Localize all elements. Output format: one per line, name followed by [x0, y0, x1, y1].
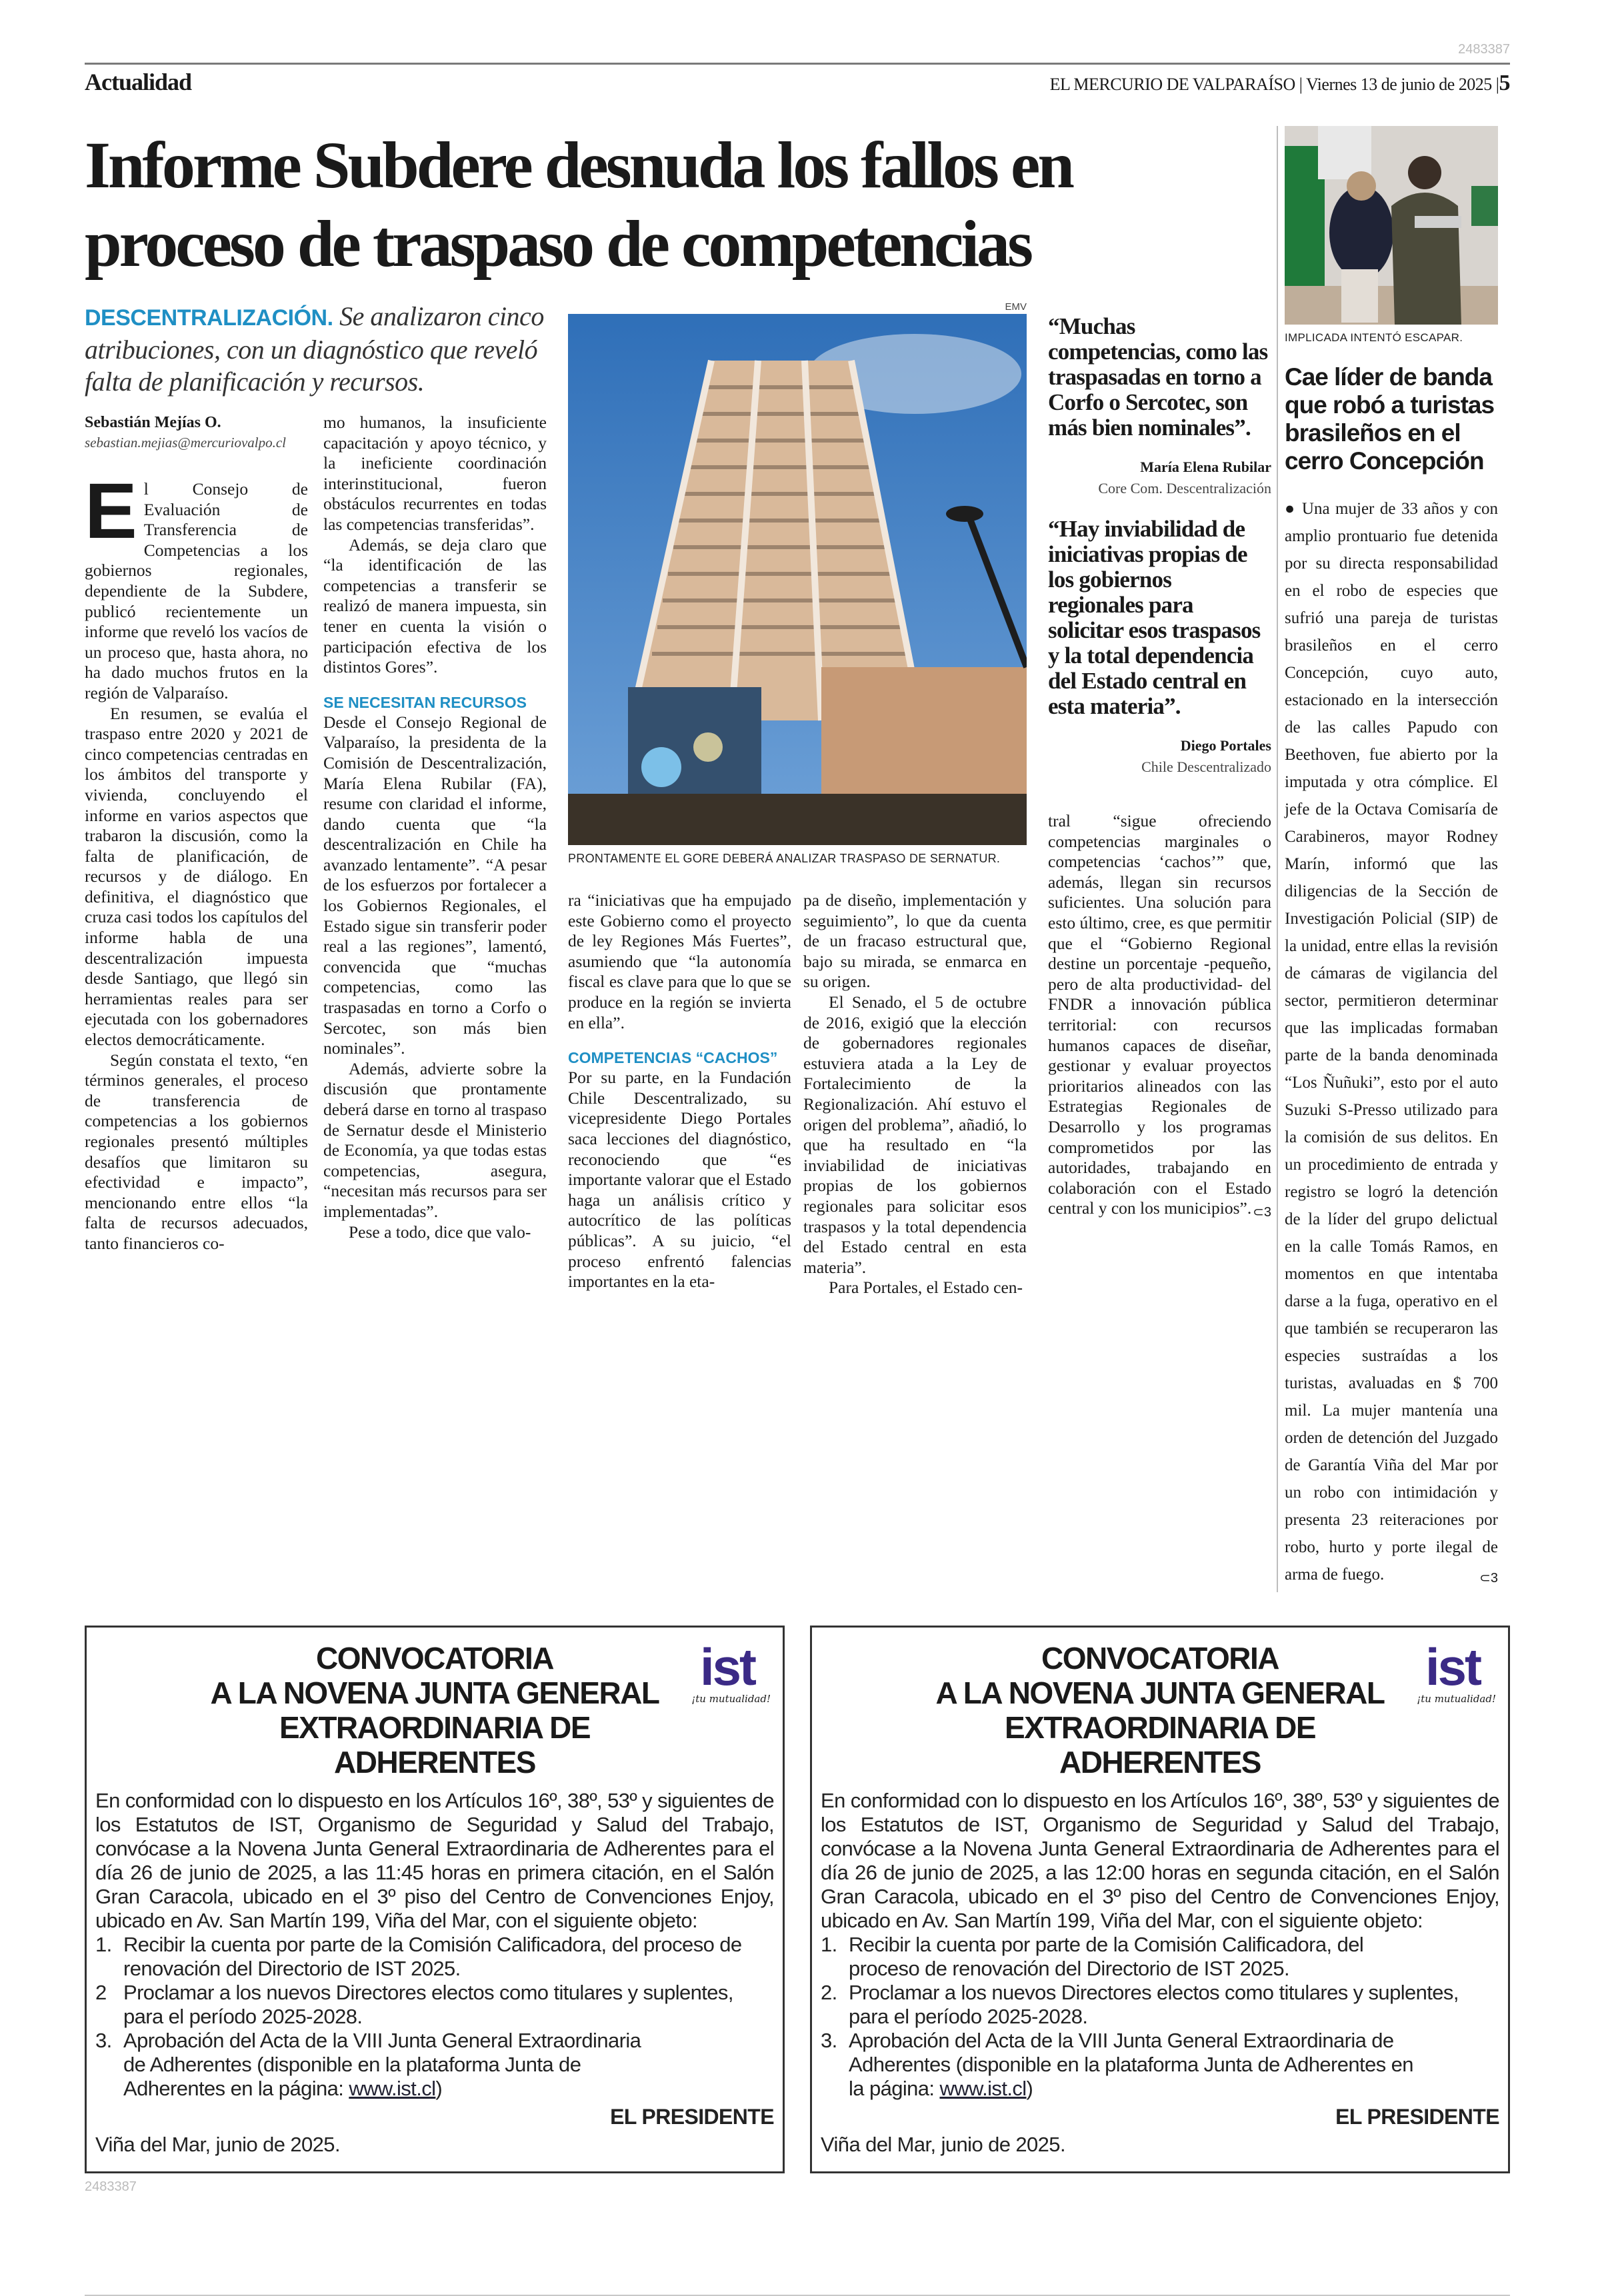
ad-signature: EL PRESIDENTE	[1335, 2105, 1499, 2129]
article-column-1	[85, 413, 308, 1254]
text-columns-3-4	[568, 890, 1027, 1298]
paragraph: Según constata el texto, “en términos generales, el proceso de transferencia de competencias a los gobiernos regionales presentó múltiples desafíos que limitaron su efectividad e impacto”, mencionando entre ellos “la falta de recursos adecuados, tanto financieros co-	[85, 1050, 308, 1253]
text-columns-1-2	[85, 413, 547, 1254]
brief-text: Una mujer de 33 años y con amplio prontuario fue detenida por su directa responsabilidad en el robo de especies que sufrió una pareja de turistas brasileños en el cerro Concepción, cuyo auto, estacionado en la intersección de las calles Papudo con Beethoven, fue abierto por la imputada y otra cómplice. El jefe de la Octava Comisaría de Carabineros, mayor Rodney Marín, informó que las diligencias de la Sección de Investigación Policial (SIP) de la unidad, entre ellas la revisión de cámaras de vigilancia del sector, permitieron determinar que las implicadas formaban parte de la banda denominada “Los Ñuñuki”, esto por el auto Suzuki S-Presso utilizado para la comisión de sus delitos. En un procedimiento de entrada y registro se logró la detención de la líder del grupo delictual en la calle Tomás Ramos, en momentos en que intentaba darse a la fuga, operativo en el que también se recuperaron las especies sustraídas a los turistas, avaluadas en $ 700 mil. La mujer mantenía una orden de detención del Juzgado de Garantía Viña del Mar por un robo con intimidación y presenta 23 reiteraciones por robo, hurto y porte ilegal de arma de fuego.	[1285, 500, 1498, 1584]
ad-agenda	[821, 1933, 1499, 2101]
ad-place-date: Viña del Mar, junio de 2025.	[95, 2133, 340, 2156]
paragraph: mo humanos, la insuficiente capacitación y apoyo técnico, y la ineficiente coordinación interinstitucional, fueron obstáculos recurrentes en todas las competencias transferidas”.	[323, 413, 547, 534]
brief-body	[1285, 495, 1498, 1588]
article-column-4	[803, 890, 1027, 1298]
end-mark-icon: ⊂3	[1253, 1205, 1271, 1220]
paragraph: El Senado, el 5 de octubre de 2016, exigió que la elección de gobernadores regionales estuviera atada a la Ley de Fortalecimiento de la Regionalización. Ahí estuvo el origen del problema”, añadió, lo que ha resultado en “la inviabilidad de iniciativas propias de los gobiernos regionales para solicitar esos traspasos y la total dependencia del Estado central en esta materia”.	[803, 992, 1027, 1277]
paren: )	[1026, 2077, 1033, 2100]
page-number: 5	[1499, 71, 1510, 95]
item-text: Recibir la cuenta por parte de la Comisión Calificadora, del proceso de renovación del Directorio de IST 2025.	[123, 1933, 742, 1980]
paragraph: Desde el Consejo Regional de Valparaíso, la presidenta de la Comisión de Descentralización, María Elena Rubilar (FA), resume con claridad el informe, dando cuenta que “la descentralización en Chile ha avanzado lentamente”. “A pesar de los esfuerzos por fortalecer a los Gobiernos Regionales, el Estado sigue sin transferir poder real a las regiones”, lamentó, convencida que “muchas competencias, como las traspasadas en torno a Corfo o Sercotec, son más bien nominales”.	[323, 712, 547, 1058]
ad-title-line: A LA NOVENA JUNTA GENERAL	[935, 1676, 1385, 1710]
subheading: COMPETENCIAS “CACHOS”	[568, 1049, 778, 1067]
item-number: 2	[95, 1981, 107, 2004]
pull-quote-1: “Muchas competencias, como las traspasadas en torno a Corfo o Sercotec, son más bien nominales”.	[1048, 313, 1268, 441]
ist-slogan: ¡tu mutualidad!	[691, 1693, 771, 1705]
ist-logo-text: ist	[1425, 1638, 1481, 1696]
item-text: Aprobación del Acta de la VIII Junta General Extraordinaria de Adherentes (disponible en la plataforma Junta de Adherentes en la página:	[123, 2029, 641, 2100]
article-body	[85, 301, 1271, 1298]
photo-caption: PRONTAMENTE EL GORE DEBERÁ ANALIZAR TRASPASO DE SERNATUR.	[568, 852, 1001, 865]
page-body	[85, 126, 1510, 1592]
item-text: Aprobación del Acta de la VIII Junta General Extraordinaria de Adherentes (disponible en la plataforma Junta de Adherentes en la página:	[849, 2029, 1413, 2100]
agenda-item	[821, 1981, 1499, 2029]
ad-body	[95, 1789, 774, 2157]
author-email: sebastian.mejias@mercuriovalpo.cl	[85, 435, 286, 451]
paragraph: Por su parte, en la Fundación Chile Descentralizado, su vicepresidente Diego Portales saca lecciones del diagnóstico, reconociendo que “es importante valorar que el Estado haga un análisis crítico y autocrítico de las políticas públicas”. A su juicio, “el proceso enfrentó falencias importantes en la eta-	[568, 1068, 791, 1292]
ist-slogan: ¡tu mutualidad!	[1417, 1693, 1496, 1705]
article-column-2	[323, 413, 547, 1254]
brief-photo-caption: IMPLICADA INTENTÓ ESCAPAR.	[1285, 331, 1463, 344]
ist-notice-ad-1	[85, 1626, 785, 2173]
agenda-item	[95, 1933, 774, 1981]
ist-notice-ad-2	[810, 1626, 1510, 2173]
ad-title	[821, 1638, 1499, 1779]
column-divider	[1277, 126, 1278, 1592]
paragraph: Además, se deja claro que “la identificación de las competencias a transferir se realizó de manera impuesta, sin tener en cuenta la visión o participación efectiva de los distintos Gores”.	[323, 535, 547, 677]
paragraph: Además, advierte sobre la discusión que prontamente deberá darse en torno al traspaso de Sernatur desde el Ministerio de Economía, ya que todas estas competencias, asegura, “necesitan más recursos para ser implementadas”.	[323, 1058, 547, 1221]
ad-ref-number: 2483387	[85, 2179, 137, 2194]
agenda-item	[821, 1933, 1499, 1981]
item-text: Proclamar a los nuevos Directores electos como titulares y suplentes, para el período 2025-2028.	[849, 1981, 1459, 2028]
paragraph: Para Portales, el Estado cen-	[829, 1278, 1023, 1298]
author: Sebastián Mejías O.	[85, 414, 221, 431]
item-number: 1.	[95, 1933, 112, 1956]
quote-1-name: María Elena Rubilar	[1140, 459, 1271, 475]
headline-line-1: Informe Subdere desnuda los fallos en	[85, 128, 1072, 202]
article-left-block	[85, 301, 547, 1254]
item-number: 1.	[821, 1933, 837, 1956]
article-right-block	[1048, 301, 1271, 1223]
ad-title-line: EXTRAORDINARIA DE ADHERENTES	[1004, 1710, 1316, 1779]
photo-credit: EMV	[1005, 301, 1027, 313]
article-column-3	[568, 890, 791, 1298]
quote-2-role: Chile Descentralizado	[1141, 758, 1271, 775]
building-image	[568, 314, 1027, 845]
ist-website-link[interactable]: www.ist.cl	[349, 2077, 436, 2100]
article-middle-block	[568, 301, 1027, 1298]
item-text: Proclamar a los nuevos Directores electos como titulares y suplentes, para el período 2025-2028.	[123, 1981, 733, 2028]
building-photo	[568, 314, 1027, 845]
ad-title	[95, 1638, 774, 1779]
paragraph: En resumen, se evalúa el traspaso entre 2020 y 2021 de cinco competencias centradas en los ámbitos del transporte y vivienda, concluyendo el informe en varios aspectos que trabaron la discusión, como la falta de planificación, de recursos y de diálogo. En definitiva, el diagnóstico que cruza casi todos los capítulos del informe habla de una descentralización impuesta desde Santiago, que llegó sin herramientas reales para ser ejecutada con los gobernadores electos democráticamente.	[85, 703, 308, 1050]
article-subhead	[85, 301, 547, 398]
pull-quote-2: “Hay inviabilidad de iniciativas propias de los gobiernos regionales para solicitar esos traspasos y la total dependencia del Estado central en esta materia”.	[1048, 516, 1261, 719]
item-number: 3.	[821, 2029, 837, 2052]
drop-cap: E	[85, 467, 137, 555]
quote-2-name: Diego Portales	[1180, 737, 1271, 754]
ad-title-line: A LA NOVENA JUNTA GENERAL	[210, 1676, 659, 1710]
item-number: 2.	[821, 1981, 837, 2004]
agenda-item	[821, 2029, 1499, 2101]
end-mark-icon: ⊂3	[1479, 1571, 1498, 1586]
subhead-text: Se analizaron cinco atribuciones, con un diagnóstico que reveló falta de planificación y recursos.	[85, 301, 544, 397]
arrest-image	[1285, 126, 1498, 325]
item-text: Recibir la cuenta por parte de la Comisión Calificadora, del proceso de renovación del Directorio de IST 2025.	[849, 1933, 1364, 1980]
item-number: 3.	[95, 2029, 112, 2052]
ad-place-date: Viña del Mar, junio de 2025.	[821, 2133, 1065, 2156]
ist-logo	[1409, 1638, 1496, 1714]
subheading: SE NECESITAN RECURSOS	[323, 693, 527, 711]
quote-1-role: Core Com. Descentralización	[1098, 480, 1271, 497]
masthead-text: EL MERCURIO DE VALPARAÍSO | Viernes 13 de junio de 2025 |	[1049, 75, 1499, 94]
ad-signature: EL PRESIDENTE	[610, 2105, 774, 2129]
paragraph: ra “iniciativas que ha empujado este Gobierno como el proyecto de ley Regiones Más Fuertes”, asumiendo que “la autonomía fiscal es clave para que lo que se produce en la región se invierta en ella”.	[568, 890, 791, 1032]
ad-agenda	[95, 1933, 774, 2101]
paragraph: tral “sigue ofreciendo competencias marginales o competencias ‘cachos’” que, además, llegan sin recursos suficientes. Una solución para esto último, cree, es que permitir que el “Gobierno Regional destine un porcentaje -pequeño, pero de alta productividad- del FNDR a innovación pública territorial: con recursos humanos capaces de diseñar, gestionar y evaluar proyectos prioritarios alineados con las Estrategias Regionales de Desarrollo y los programas comprometidos por las autoridades, trabajando en colaboración con el Estado central y con los municipios”.	[1048, 811, 1271, 1218]
ad-paragraph: En conformidad con lo dispuesto en los Artículos 16º, 38º, 53º y siguientes de los Estatutos de IST, Organismo de Seguridad y Salud del Trabajo, convócase a la Novena Junta General Extraordinaria de Adherentes para el día 26 de junio de 2025, a las 12:00 horas en segunda citación, en el Salón Gran Caracola, ubicado en el 3º piso del Centro de Convenciones Enjoy, ubicado en Av. San Martín 199, Viña del Mar, con el siguiente objeto:	[821, 1789, 1499, 1932]
arrest-photo	[1285, 126, 1498, 325]
ad-title-line: CONVOCATORIA	[316, 1641, 553, 1676]
paragraph: Pese a todo, dice que valo-	[349, 1222, 531, 1242]
agenda-item	[95, 1981, 774, 2029]
ad-paragraph: En conformidad con lo dispuesto en los Artículos 16º, 38º, 53º y siguientes de los Estatutos de IST, Organismo de Seguridad y Salud del Trabajo, convócase a la Novena Junta General Extraordinaria de Adherentes para el día 26 de junio de 2025, a las 11:45 horas en primera citación, en el Salón Gran Caracola, ubicado en el 3º piso del Centro de Convenciones Enjoy, ubicado en Av. San Martín 199, Viña del Mar, con el siguiente objeto:	[95, 1789, 774, 1932]
paren: )	[435, 2077, 443, 2100]
masthead	[1050, 69, 1510, 99]
ad-body	[821, 1789, 1499, 2157]
kicker: DESCENTRALIZACIÓN.	[85, 305, 333, 331]
agenda-item	[95, 2029, 774, 2101]
paragraph: pa de diseño, implementación y seguimiento”, lo que da cuenta de un fracaso estructural que, bajo su mirada, se enmarca en su origen.	[803, 890, 1027, 992]
news-brief	[1285, 126, 1498, 1592]
ist-logo	[684, 1638, 771, 1714]
bullet-icon: ●	[1285, 500, 1302, 518]
ads-row	[85, 1626, 1510, 2173]
page-header	[85, 67, 1510, 99]
ref-number: 2483387	[1458, 42, 1510, 57]
article-headline	[85, 126, 1271, 283]
ad-title-line: EXTRAORDINARIA DE ADHERENTES	[279, 1710, 591, 1779]
brief-headline: Cae líder de banda que robó a turistas brasileños en el cerro Concepción	[1285, 363, 1495, 475]
main-article	[85, 126, 1271, 1592]
top-rule	[85, 63, 1510, 65]
ad-title-line: CONVOCATORIA	[1041, 1641, 1279, 1676]
paragraph: l Consejo de Evaluación de Transferencia de Competencias a los gobiernos regionales, dependiente de la Subdere, publicó recientemente un informe que reveló los vacíos de un proceso que, hasta ahora, no ha dado muchos frutos en la región de Valparaíso.	[85, 479, 308, 702]
section-label: Actualidad	[85, 69, 192, 95]
ist-logo-text: ist	[699, 1638, 755, 1696]
headline-line-2: proceso de traspaso de competencias	[85, 207, 1031, 281]
ref-row	[85, 0, 1510, 63]
article-column-5	[1048, 811, 1271, 1219]
ist-website-link[interactable]: www.ist.cl	[939, 2077, 1027, 2100]
